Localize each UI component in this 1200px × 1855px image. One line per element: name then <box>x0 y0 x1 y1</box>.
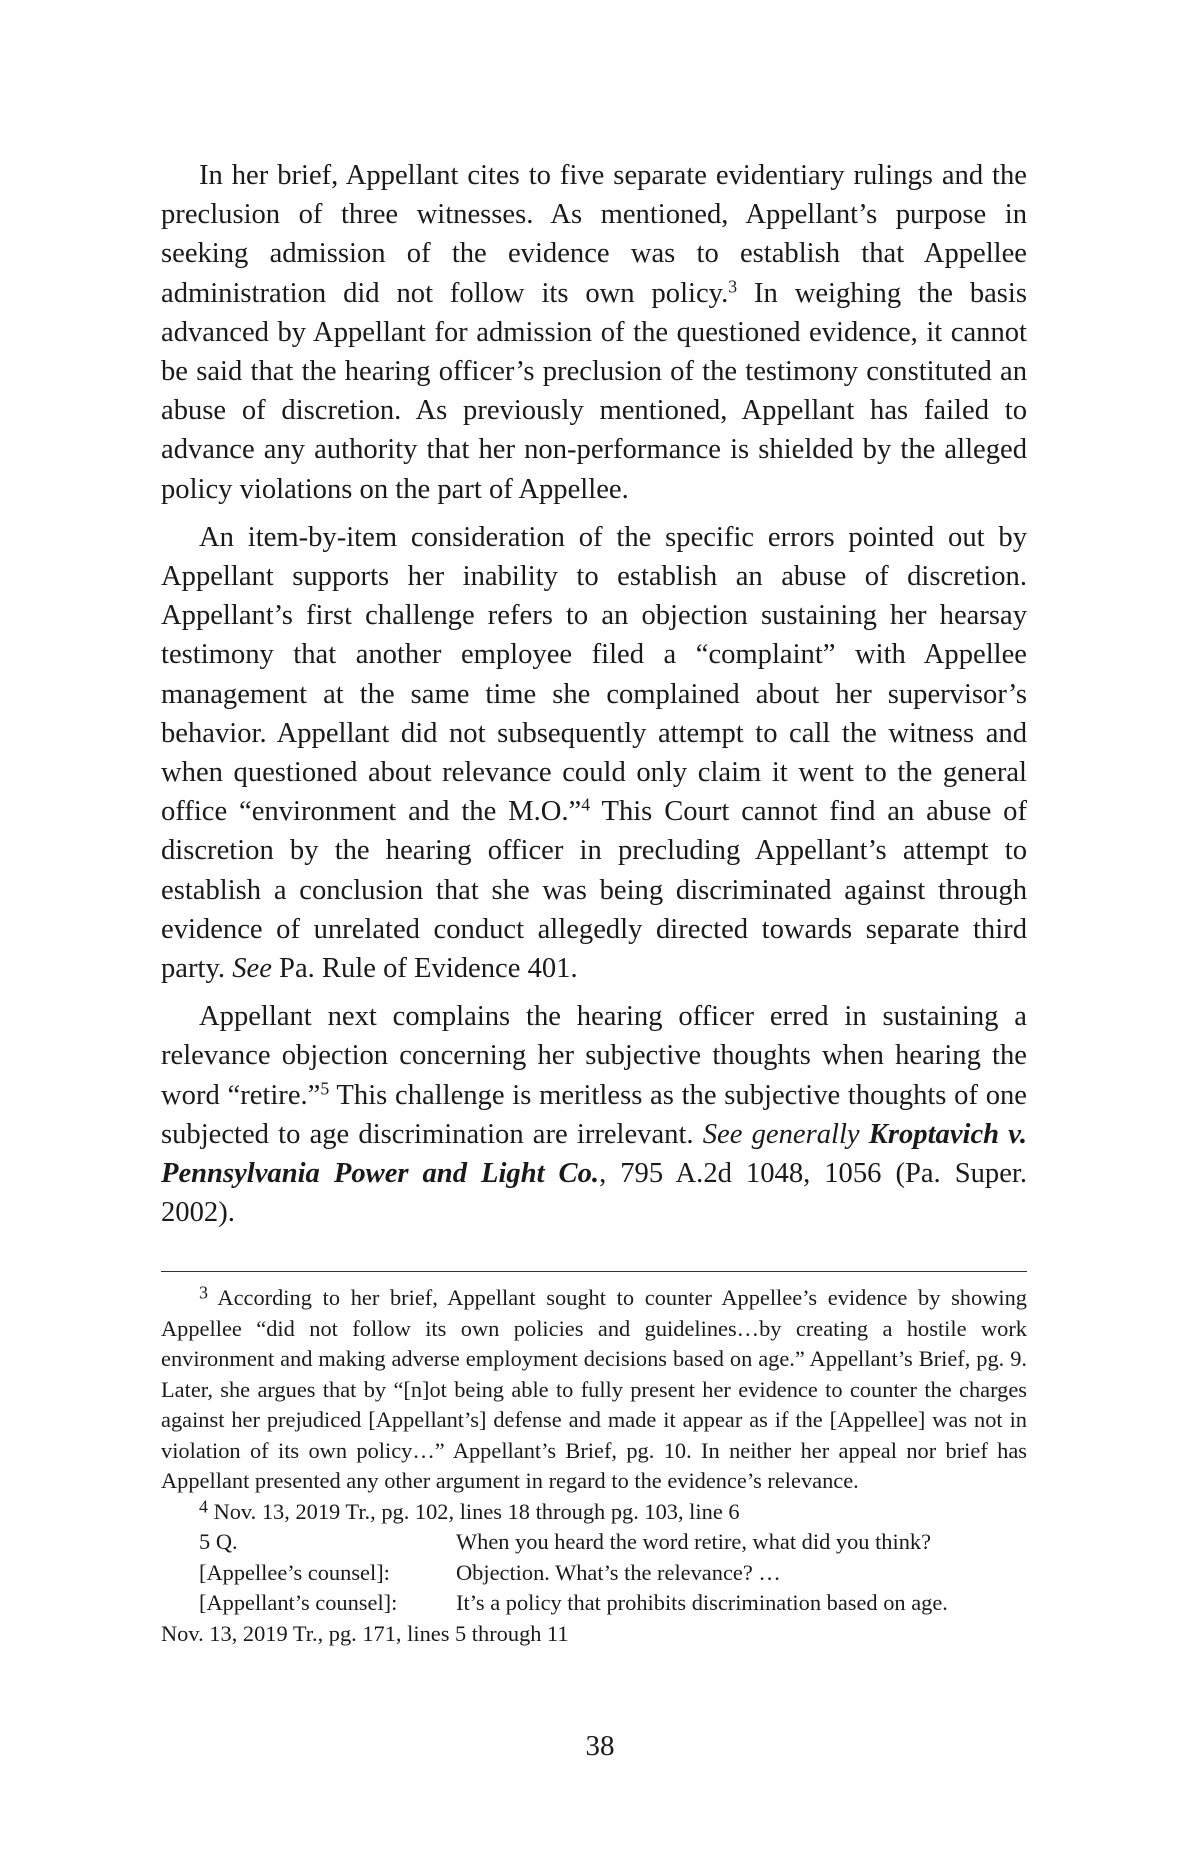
footnote-5-speaker: [Appellant’s counsel]: <box>199 1590 398 1615</box>
footnote-5-row-3 <box>161 1588 1027 1619</box>
footnote-3-text: According to her brief, Appellant sought to counter Appellee’s evidence by showing Appellee “did not follow its own policies and guidelines…by creating a hostile work environment and making adverse employment decisions based on age.” Appellant’s Brief, pg. 9. Later, she argues that by “[n]ot being able to fully present her evidence to counter the charges against her prejudiced [Appellant’s] defense and made it appear as if the [Appellee] was not in violation of its own policy…” Appellant’s Brief, pg. 10. In neither her appeal nor brief has Appellant presented any other argument in regard to the evidence’s relevance. <box>161 1285 1027 1493</box>
footnotes <box>161 1283 1027 1649</box>
footnote-5-speaker: [Appellee’s counsel]: <box>199 1559 390 1585</box>
paragraph-3-text: Appellant next complains the hearing officer erred in sustaining a relevance objection concerning her subjective thoughts when hearing the word “retire.” <box>161 1001 1027 1111</box>
paragraph-3 <box>161 997 1027 1232</box>
paragraph-2-text-cont: This Court cannot find an abuse of discretion by the hearing officer in precluding Appellant’s attempt to establish a conclusion that she was being discriminated against through evidence of unrelated conduct allegedly directed towards separate third party. <box>161 796 1028 985</box>
citation-signal-see-generally: See generally <box>702 1118 860 1150</box>
footnote-5-line: It’s a policy that prohibits discrimination based on age. <box>456 1590 948 1615</box>
footnote-5-line: When you heard the word retire, what did you think? <box>456 1529 932 1554</box>
footnote-5-speaker: Q. <box>215 1529 238 1554</box>
footnote-5-line: Objection. What’s the relevance? … <box>456 1559 781 1585</box>
paragraph-2-text: An item-by-item consideration of the specific errors pointed out by Appellant supports her inability to establish an abuse of discretion. Appellant’s first challenge refers to an objection sustaining her hearsay testimony that another employee filed a “complaint” with Appellee management at the same time she complained about her supervisor’s behavior. Appellant did not subsequently attempt to call the witness and when questioned about relevance could only claim it went to the general office “environment and the M.O.” <box>161 521 1027 828</box>
footnote-3-number: 3 <box>199 1282 208 1303</box>
footnote-3 <box>161 1283 1027 1497</box>
footnote-4 <box>161 1497 1027 1528</box>
footnote-4-number: 4 <box>199 1496 208 1517</box>
paragraph-1-text-cont: In weighing the basis advanced by Appellant for admission of the questioned evidence, it cannot be said that the hearing officer’s preclusion of the testimony constituted an abuse of discretion. As previously mentioned, Appellant has failed to advance any authority that her non-performance is shielded by the alleged policy violations on the part of Appellee. <box>161 277 1028 505</box>
case-name: Kroptavich v. Pennsylvania Power and Light Co. <box>161 1118 1027 1190</box>
footnote-separator <box>161 1271 1027 1272</box>
paragraph-1-text: In her brief, Appellant cites to five separate evidentiary rulings and the preclusion of three witnesses. As mentioned, Appellant’s purpose in seeking admission of the evidence was to establish that Appellee administration did not follow its own policy. <box>161 160 1027 309</box>
footnote-5 <box>161 1527 1027 1649</box>
paragraph-3-citation: , 795 A.2d 1048, 1056 (Pa. Super. 2002). <box>161 1158 1027 1229</box>
footnote-ref-3[interactable]: 3 <box>728 275 738 296</box>
footnote-4-text: Nov. 13, 2019 Tr., pg. 102, lines 18 through pg. 103, line 6 <box>213 1498 740 1524</box>
footnote-ref-5[interactable]: 5 <box>320 1077 330 1098</box>
paragraph-2 <box>161 518 1027 988</box>
footnote-5-citation: Nov. 13, 2019 Tr., pg. 171, lines 5 through 11 <box>161 1620 569 1646</box>
footnote-5-row-2 <box>161 1558 1027 1589</box>
body-text <box>161 156 1027 1241</box>
citation-signal-see: See <box>232 953 272 985</box>
paragraph-1 <box>161 156 1027 509</box>
footnote-ref-4[interactable]: 4 <box>581 794 591 815</box>
paragraph-3-text-cont: This challenge is meritless as the subjective thoughts of one subjected to age discrimination are irrelevant. <box>161 1079 1028 1150</box>
footnote-5-row-1 <box>161 1527 1027 1558</box>
paragraph-2-citation: Pa. Rule of Evidence 401. <box>271 953 578 985</box>
page-number: 38 <box>585 1730 615 1762</box>
footnote-5-number: 5 <box>199 1529 211 1554</box>
